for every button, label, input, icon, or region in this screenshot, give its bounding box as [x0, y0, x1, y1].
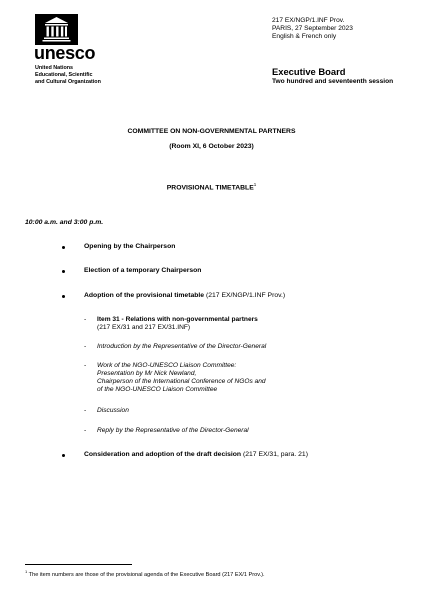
agenda-item-title: Election of a temporary Chairperson	[84, 267, 202, 274]
room-date: (Room XI, 6 October 2023)	[169, 143, 254, 150]
footnote	[25, 569, 265, 578]
dash-marker: -	[84, 407, 87, 414]
sub-item-work-line-2: Presentation by Mr Nick Newland,	[97, 370, 197, 377]
bullet-dot	[62, 454, 65, 457]
dash-marker: -	[84, 362, 87, 369]
sub-item-work-line-1: Work of the NGO-UNESCO Liaison Committee:	[97, 362, 237, 369]
sub-item-work-line-3: Chairperson of the International Conference of NGOs and	[97, 378, 266, 385]
agenda-item-ref: (217 EX/31, para. 21)	[241, 451, 308, 458]
dash-marker: -	[84, 316, 87, 323]
place-date: PARIS, 27 September 2023	[272, 25, 353, 32]
bullet-dot	[62, 295, 65, 298]
sub-item-introduction: Introduction by the Representative of the Director-General	[97, 343, 267, 350]
committee-title: COMMITTEE ON NON-GOVERNMENTAL PARTNERS	[127, 128, 296, 135]
agenda-item-draft-decision	[84, 451, 308, 459]
sub-item-work-line-4: of the NGO-UNESCO Liaison Committee	[97, 386, 218, 393]
session-time: 10:00 a.m. and 3:00 p.m.	[25, 219, 104, 226]
footnote-mark: 1	[25, 569, 28, 574]
dash-marker: -	[84, 343, 87, 350]
timetable-title-text: PROVISIONAL TIMETABLE	[166, 184, 254, 192]
agenda-item-adoption-timetable	[84, 292, 285, 300]
sub-item-31-bold: Item 31 - Relations with non-governmental partners	[97, 316, 258, 323]
languages: English & French only	[272, 33, 337, 40]
sub-item-31-docs: (217 EX/31 and 217 EX/31.INF)	[97, 324, 191, 331]
unesco-wordmark: unesco	[34, 43, 96, 63]
agenda-item-opening	[84, 243, 175, 251]
agenda-item-ref: (217 EX/NGP/1.INF Prov.)	[204, 292, 286, 299]
board-title: Executive Board	[272, 66, 346, 77]
footnote-text: The item numbers are those of the provisional agenda of the Executive Board (217 EX/1 Prov.).	[27, 571, 265, 578]
agenda-item-title: Consideration and adoption of the draft decision	[84, 451, 242, 458]
org-name-line-1: United Nations	[35, 65, 74, 71]
sub-item-31-title	[97, 316, 258, 324]
sub-item-discussion: Discussion	[97, 407, 129, 414]
timetable-title	[0, 182, 423, 191]
sub-item-reply: Reply by the Representative of the Director-General	[97, 427, 249, 434]
bullet-dot	[62, 270, 65, 273]
agenda-item-title: Adoption of the provisional timetable	[84, 292, 205, 299]
org-name-line-3: and Cultural Organization	[35, 79, 101, 85]
unesco-temple-logo-icon	[35, 14, 78, 45]
document-code: 217 EX/NGP/1.INF Prov.	[272, 17, 345, 24]
footnote-ref-mark: 1	[253, 182, 257, 187]
dash-marker: -	[84, 427, 87, 434]
org-name-line-2: Educational, Scientific	[35, 72, 93, 78]
footnote-divider	[25, 564, 132, 565]
bullet-dot	[62, 246, 65, 249]
board-session: Two hundred and seventeenth session	[272, 78, 394, 85]
agenda-item-election	[84, 267, 201, 275]
agenda-item-title: Opening by the Chairperson	[84, 243, 176, 250]
